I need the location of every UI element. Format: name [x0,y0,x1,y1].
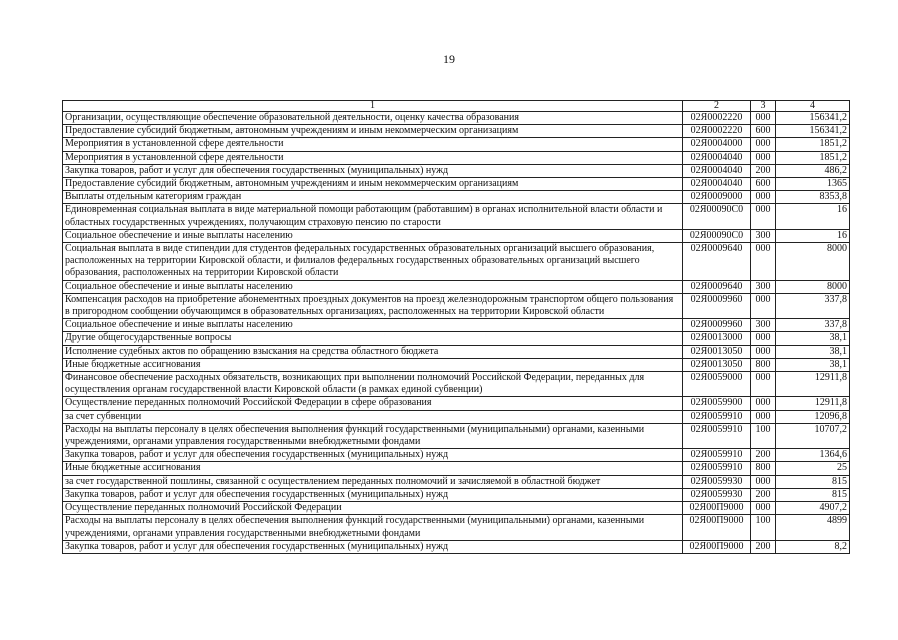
table-row [63,178,850,191]
row-kvr: 000 [751,410,776,423]
row-amount: 337,8 [776,319,850,332]
row-code: 02Я0059930 [683,488,751,501]
row-code: 02Я0004040 [683,151,751,164]
row-amount: 1851,2 [776,138,850,151]
row-kvr: 800 [751,462,776,475]
row-amount: 38,1 [776,345,850,358]
row-amount: 16 [776,204,850,229]
row-name: Закупка товаров, работ и услуг для обеспечения государственных (муниципальных) нужд [63,449,683,462]
row-kvr: 200 [751,488,776,501]
row-kvr: 600 [751,178,776,191]
row-kvr: 000 [751,372,776,397]
row-kvr: 300 [751,319,776,332]
row-code: 02Я00П9000 [683,502,751,515]
row-amount: 38,1 [776,358,850,371]
row-name: Финансовое обеспечение расходных обязательств, возникающих при выполнении полномочий Российской Федерации, переданных для осуществления органам государственной власти Кировской области (в рамках единой субвенции) [63,372,683,397]
table-row [63,345,850,358]
row-name: за счет субвенции [63,410,683,423]
row-kvr: 000 [751,138,776,151]
row-name: за счет государственной пошлины, связанной с осуществлением переданных полномочий и зачисляемой в областной бюджет [63,475,683,488]
row-name: Иные бюджетные ассигнования [63,462,683,475]
row-code: 02Я0004040 [683,178,751,191]
row-code: 02Я0009640 [683,280,751,293]
row-name: Мероприятия в установленной сфере деятельности [63,151,683,164]
row-amount: 337,8 [776,293,850,318]
row-code: 02Я0009960 [683,319,751,332]
row-kvr: 300 [751,229,776,242]
row-kvr: 000 [751,293,776,318]
row-code: 02Я0059000 [683,372,751,397]
row-kvr: 100 [751,423,776,448]
row-amount: 12096,8 [776,410,850,423]
row-kvr: 200 [751,540,776,553]
row-code: 02Я0059930 [683,475,751,488]
row-amount: 4907,2 [776,502,850,515]
row-amount: 8,2 [776,540,850,553]
header-amount: 4 [776,101,850,112]
table-row [63,243,850,281]
row-kvr: 300 [751,280,776,293]
row-name: Расходы на выплаты персоналу в целях обеспечения выполнения функций государственными (муниципальными) органами, казенными учреждениями, органами управления государственными внебюджетными фондами [63,423,683,448]
row-amount: 815 [776,475,850,488]
row-amount: 12911,8 [776,372,850,397]
table-row [63,293,850,318]
table-row [63,475,850,488]
table-row [63,488,850,501]
row-code: 02Я0013050 [683,345,751,358]
row-code: 02Я0059910 [683,410,751,423]
row-code: 02Я00П9000 [683,540,751,553]
row-name: Социальное обеспечение и иные выплаты населению [63,280,683,293]
row-amount: 4899 [776,515,850,540]
table-row [63,540,850,553]
header-code: 2 [683,101,751,112]
row-kvr: 000 [751,332,776,345]
row-amount: 815 [776,488,850,501]
row-name: Предоставление субсидий бюджетным, автономным учреждениям и иным некоммерческим организациям [63,125,683,138]
row-name: Социальное обеспечение и иные выплаты населению [63,229,683,242]
table-row [63,515,850,540]
row-kvr: 800 [751,358,776,371]
row-amount: 8353,8 [776,191,850,204]
row-name: Осуществление переданных полномочий Российской Федерации в сфере образования [63,397,683,410]
row-code: 02Я00090С0 [683,229,751,242]
row-amount: 1851,2 [776,151,850,164]
header-kvr: 3 [751,101,776,112]
row-amount: 156341,2 [776,112,850,125]
row-name: Мероприятия в установленной сфере деятельности [63,138,683,151]
row-amount: 10707,2 [776,423,850,448]
row-code: 02Я0002220 [683,125,751,138]
row-code: 02Я0004040 [683,164,751,177]
row-kvr: 000 [751,204,776,229]
row-name: Расходы на выплаты персоналу в целях обеспечения выполнения функций государственными (муниципальными) органами, казенными учреждениями, органами управления государственными внебюджетными фондами [63,515,683,540]
row-code: 02Я0059910 [683,423,751,448]
page-number: 19 [443,52,455,66]
row-name: Осуществление переданных полномочий Российской Федерации [63,502,683,515]
row-kvr: 000 [751,112,776,125]
table-row [63,358,850,371]
row-code: 02Я0013050 [683,358,751,371]
table-row [63,164,850,177]
row-code: 02Я00090С0 [683,204,751,229]
row-amount: 1364,6 [776,449,850,462]
row-kvr: 600 [751,125,776,138]
row-kvr: 200 [751,164,776,177]
row-name: Социальное обеспечение и иные выплаты населению [63,319,683,332]
row-kvr: 100 [751,515,776,540]
table-header-row [63,101,850,112]
row-code: 02Я00П9000 [683,515,751,540]
row-name: Социальная выплата в виде стипендии для студентов федеральных государственных образовательных организаций высшего образования, расположенных на территории Кировской области, и филиалов федеральных государственных образовательных организаций высшего образования, расположенных на территории Кировской области [63,243,683,281]
table-row [63,138,850,151]
table-row [63,502,850,515]
budget-table [62,100,850,554]
row-name: Организации, осуществляющие обеспечение образовательной деятельности, оценку качества образования [63,112,683,125]
row-amount: 38,1 [776,332,850,345]
row-name: Компенсация расходов на приобретение абонементных проездных документов на проезд железнодорожным транспортом общего пользования в пригородном сообщении обучающимся в образовательных организациях, расположенных на территории Кировской области [63,293,683,318]
row-name: Закупка товаров, работ и услуг для обеспечения государственных (муниципальных) нужд [63,164,683,177]
table-row [63,449,850,462]
row-amount: 12911,8 [776,397,850,410]
row-code: 02Я0009640 [683,243,751,281]
row-name: Выплаты отдельным категориям граждан [63,191,683,204]
table-row [63,280,850,293]
row-amount: 486,2 [776,164,850,177]
table-row [63,125,850,138]
table-row [63,410,850,423]
row-code: 02Я0059910 [683,449,751,462]
table-row [63,204,850,229]
row-code: 02Я0002220 [683,112,751,125]
table-row [63,372,850,397]
row-amount: 8000 [776,280,850,293]
table-row [63,332,850,345]
row-amount: 25 [776,462,850,475]
row-kvr: 000 [751,191,776,204]
row-amount: 156341,2 [776,125,850,138]
row-amount: 8000 [776,243,850,281]
row-kvr: 000 [751,502,776,515]
table-row [63,191,850,204]
row-name: Закупка товаров, работ и услуг для обеспечения государственных (муниципальных) нужд [63,488,683,501]
row-name: Иные бюджетные ассигнования [63,358,683,371]
table-row [63,151,850,164]
row-amount: 1365 [776,178,850,191]
table-row [63,229,850,242]
table-row [63,423,850,448]
row-code: 02Я0009000 [683,191,751,204]
row-kvr: 200 [751,449,776,462]
row-code: 02Я0059910 [683,462,751,475]
row-amount: 16 [776,229,850,242]
row-kvr: 000 [751,345,776,358]
row-name: Другие общегосударственные вопросы [63,332,683,345]
row-kvr: 000 [751,397,776,410]
row-code: 02Я0004000 [683,138,751,151]
row-code: 02Я0059900 [683,397,751,410]
row-kvr: 000 [751,475,776,488]
row-kvr: 000 [751,243,776,281]
header-name: 1 [63,101,683,112]
row-name: Закупка товаров, работ и услуг для обеспечения государственных (муниципальных) нужд [63,540,683,553]
table-row [63,397,850,410]
row-name: Единовременная социальная выплата в виде материальной помощи работающим (работавшим) в органах исполнительной власти области и областных государственных учреждениях, получающим страховую пенсию по старости [63,204,683,229]
row-code: 02Я0013000 [683,332,751,345]
table-row [63,112,850,125]
row-name: Предоставление субсидий бюджетным, автономным учреждениям и иным некоммерческим организациям [63,178,683,191]
row-name: Исполнение судебных актов по обращению взыскания на средства областного бюджета [63,345,683,358]
table-row [63,462,850,475]
table-row [63,319,850,332]
row-code: 02Я0009960 [683,293,751,318]
row-kvr: 000 [751,151,776,164]
